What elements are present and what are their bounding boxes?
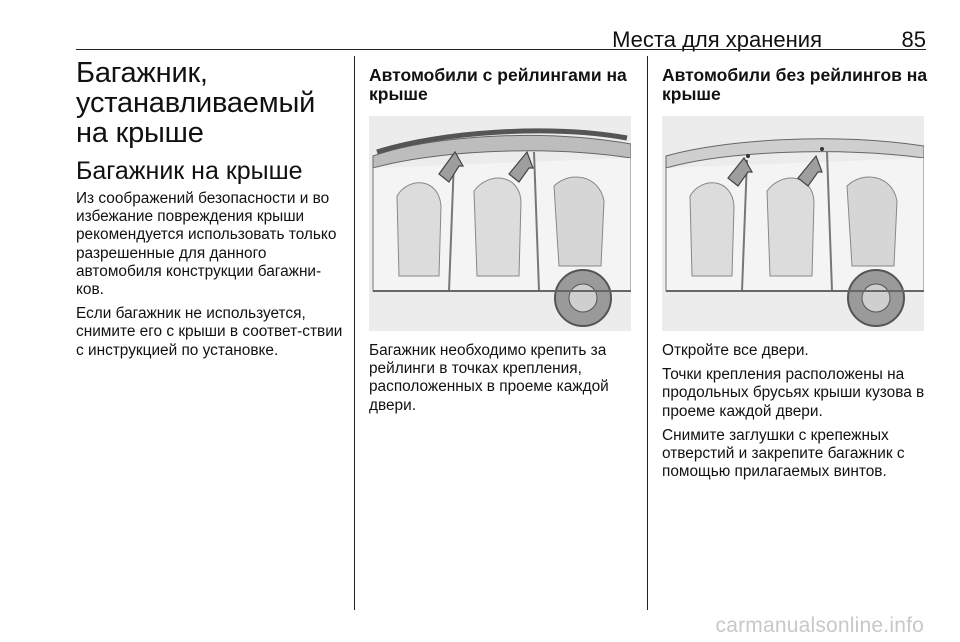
header-title: Места для хранения <box>612 27 822 52</box>
section-heading-without-rails: Автомобили без рейлингов на крыше <box>662 65 928 104</box>
column-2 <box>369 56 635 421</box>
section-title: Багажник, устанавливаемый на крыше <box>76 57 316 149</box>
column-divider-1 <box>354 56 355 610</box>
paragraph: Если багажник не используется, снимите его с крыши в соответ-ствии с инструкцией по установке. <box>76 305 343 359</box>
subsection-title: Багажник на крыше <box>76 157 303 185</box>
car-no-rails-figure <box>662 116 924 331</box>
car-interior-illustration <box>369 116 631 331</box>
header-rule <box>76 49 926 50</box>
paragraph: Из соображений безопасности и во избежание повреждения крыши рекомендуется использовать только разрешенные для данного автомобиля конструкции багажни-ков. <box>76 190 337 299</box>
page-number: 85 <box>901 27 926 52</box>
car-roof-rails-figure <box>369 116 631 331</box>
watermark: carmanualsonline.info <box>715 614 924 637</box>
paragraph: Багажник необходимо крепить за рейлинги в точках крепления, расположенных в проеме каждой двери. <box>369 342 609 414</box>
paragraph: Откройте все двери. <box>662 342 809 359</box>
paragraph: Точки крепления расположены на продольных брусьях крыши кузова в проеме каждой двери. <box>662 366 925 420</box>
column-3 <box>662 56 928 487</box>
car-interior-illustration <box>662 116 924 331</box>
column-1 <box>76 56 348 366</box>
section-heading-with-rails: Автомобили с рейлингами на крыше <box>369 65 627 104</box>
column-divider-2 <box>647 56 648 610</box>
paragraph: Снимите заглушки с крепежных отверстий и закрепите багажник с помощью прилагаемых винтов. <box>662 426 905 481</box>
